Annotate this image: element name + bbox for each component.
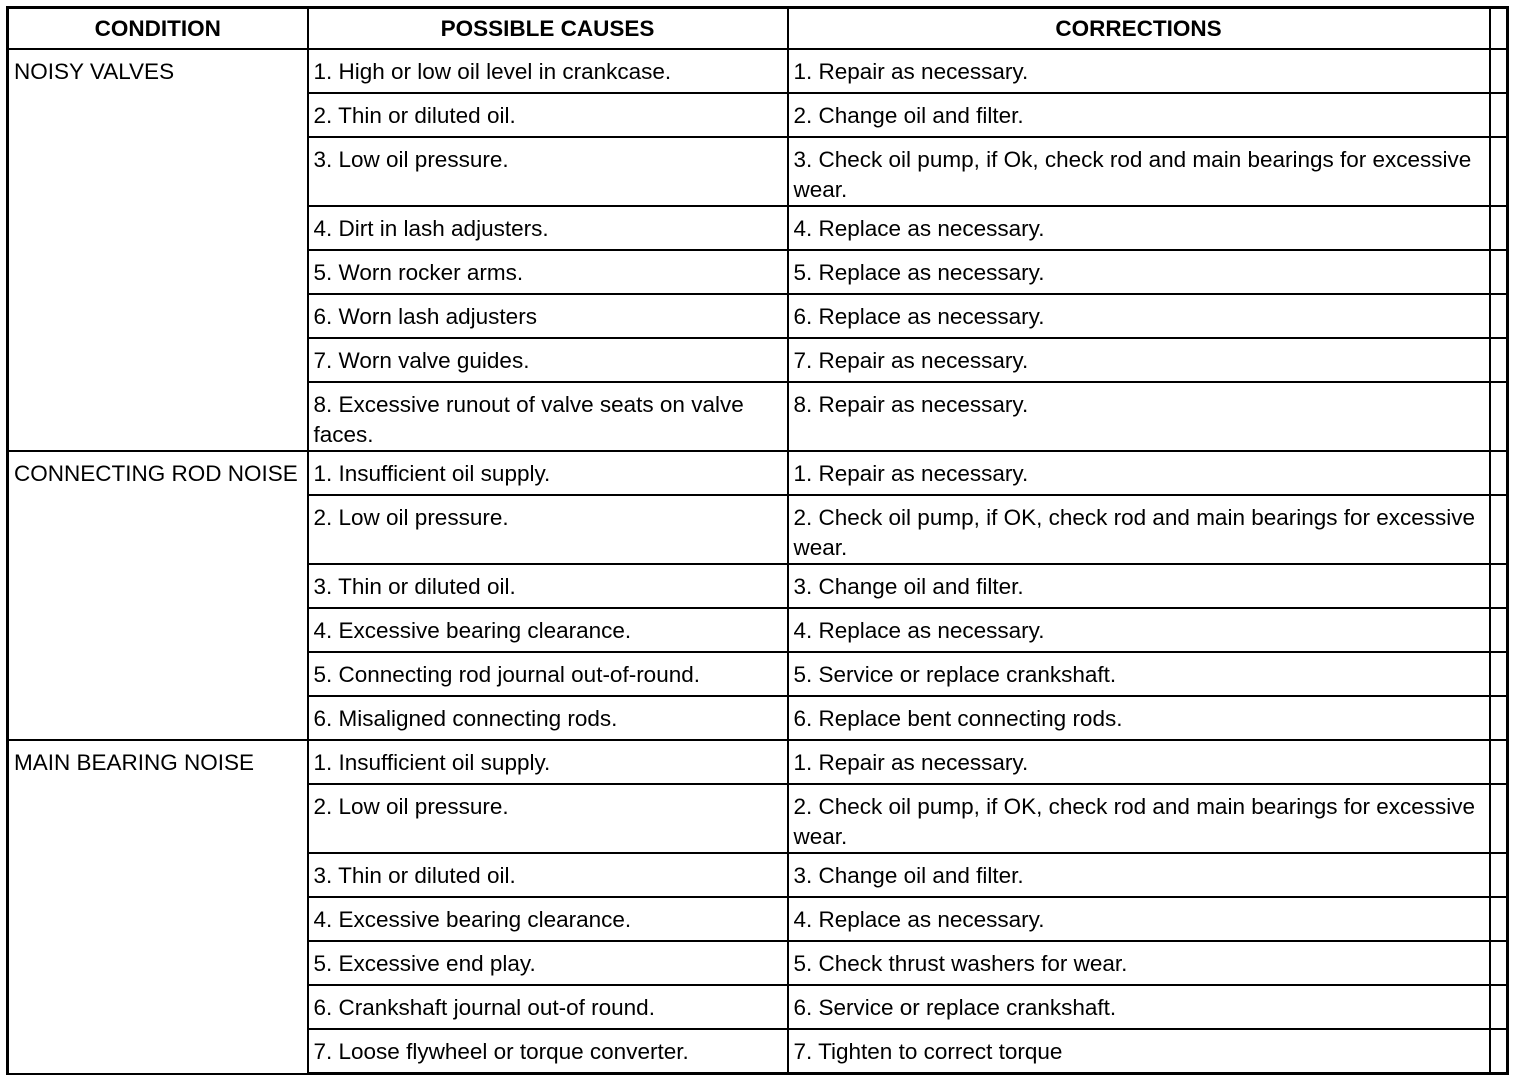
possible-cause-cell: 7. Worn valve guides.: [308, 338, 788, 382]
spacer-cell: [1490, 250, 1508, 294]
spacer-cell: [1490, 740, 1508, 784]
possible-cause-cell: 2. Low oil pressure.: [308, 784, 788, 853]
possible-cause-cell: 4. Excessive bearing clearance.: [308, 608, 788, 652]
correction-cell: 3. Check oil pump, if Ok, check rod and main bearings for excessive wear.: [788, 137, 1490, 206]
possible-cause-cell: 2. Low oil pressure.: [308, 495, 788, 564]
table-row: [8, 451, 1508, 495]
correction-cell: 4. Replace as necessary.: [788, 608, 1490, 652]
correction-cell: 3. Change oil and filter.: [788, 853, 1490, 897]
spacer-cell: [1490, 137, 1508, 206]
header-row: [8, 8, 1508, 50]
possible-cause-cell: 4. Excessive bearing clearance.: [308, 897, 788, 941]
possible-cause-cell: 3. Thin or diluted oil.: [308, 853, 788, 897]
spacer-cell: [1490, 451, 1508, 495]
header-possible-causes: POSSIBLE CAUSES: [308, 8, 788, 50]
correction-cell: 5. Replace as necessary.: [788, 250, 1490, 294]
header-condition: CONDITION: [8, 8, 308, 50]
spacer-cell: [1490, 93, 1508, 137]
table-body: [8, 49, 1508, 1074]
header-corrections: CORRECTIONS: [788, 8, 1490, 50]
table-row: [8, 740, 1508, 784]
spacer-cell: [1490, 382, 1508, 451]
spacer-cell: [1490, 941, 1508, 985]
correction-cell: 5. Service or replace crankshaft.: [788, 652, 1490, 696]
correction-cell: 5. Check thrust washers for wear.: [788, 941, 1490, 985]
condition-cell: CONNECTING ROD NOISE: [8, 451, 308, 740]
possible-cause-cell: 6. Misaligned connecting rods.: [308, 696, 788, 740]
possible-cause-cell: 1. Insufficient oil supply.: [308, 740, 788, 784]
correction-cell: 7. Tighten to correct torque: [788, 1029, 1490, 1074]
possible-cause-cell: 4. Dirt in lash adjusters.: [308, 206, 788, 250]
correction-cell: 6. Service or replace crankshaft.: [788, 985, 1490, 1029]
correction-cell: 2. Check oil pump, if OK, check rod and main bearings for excessive wear.: [788, 784, 1490, 853]
possible-cause-cell: 2. Thin or diluted oil.: [308, 93, 788, 137]
correction-cell: 4. Replace as necessary.: [788, 206, 1490, 250]
spacer-cell: [1490, 985, 1508, 1029]
spacer-cell: [1490, 49, 1508, 93]
spacer-cell: [1490, 608, 1508, 652]
diagnosis-table: [6, 6, 1509, 1075]
correction-cell: 3. Change oil and filter.: [788, 564, 1490, 608]
possible-cause-cell: 3. Low oil pressure.: [308, 137, 788, 206]
header-spacer-cell: [1490, 8, 1508, 50]
table-row: [8, 49, 1508, 93]
spacer-cell: [1490, 495, 1508, 564]
spacer-cell: [1490, 853, 1508, 897]
correction-cell: 2. Change oil and filter.: [788, 93, 1490, 137]
correction-cell: 7. Repair as necessary.: [788, 338, 1490, 382]
possible-cause-cell: 1. High or low oil level in crankcase.: [308, 49, 788, 93]
diagnosis-chart: [6, 6, 1509, 1075]
spacer-cell: [1490, 206, 1508, 250]
possible-cause-cell: 5. Worn rocker arms.: [308, 250, 788, 294]
possible-cause-cell: 5. Excessive end play.: [308, 941, 788, 985]
possible-cause-cell: 6. Crankshaft journal out-of round.: [308, 985, 788, 1029]
possible-cause-cell: 7. Loose flywheel or torque converter.: [308, 1029, 788, 1074]
possible-cause-cell: 8. Excessive runout of valve seats on valve faces.: [308, 382, 788, 451]
correction-cell: 6. Replace as necessary.: [788, 294, 1490, 338]
spacer-cell: [1490, 652, 1508, 696]
condition-cell: NOISY VALVES: [8, 49, 308, 451]
correction-cell: 1. Repair as necessary.: [788, 451, 1490, 495]
correction-cell: 6. Replace bent connecting rods.: [788, 696, 1490, 740]
condition-cell: MAIN BEARING NOISE: [8, 740, 308, 1074]
spacer-cell: [1490, 1029, 1508, 1074]
correction-cell: 4. Replace as necessary.: [788, 897, 1490, 941]
spacer-cell: [1490, 784, 1508, 853]
spacer-cell: [1490, 338, 1508, 382]
spacer-cell: [1490, 564, 1508, 608]
possible-cause-cell: 3. Thin or diluted oil.: [308, 564, 788, 608]
spacer-cell: [1490, 696, 1508, 740]
correction-cell: 2. Check oil pump, if OK, check rod and main bearings for excessive wear.: [788, 495, 1490, 564]
spacer-cell: [1490, 294, 1508, 338]
spacer-cell: [1490, 897, 1508, 941]
possible-cause-cell: 5. Connecting rod journal out-of-round.: [308, 652, 788, 696]
correction-cell: 1. Repair as necessary.: [788, 740, 1490, 784]
possible-cause-cell: 6. Worn lash adjusters: [308, 294, 788, 338]
correction-cell: 8. Repair as necessary.: [788, 382, 1490, 451]
possible-cause-cell: 1. Insufficient oil supply.: [308, 451, 788, 495]
correction-cell: 1. Repair as necessary.: [788, 49, 1490, 93]
